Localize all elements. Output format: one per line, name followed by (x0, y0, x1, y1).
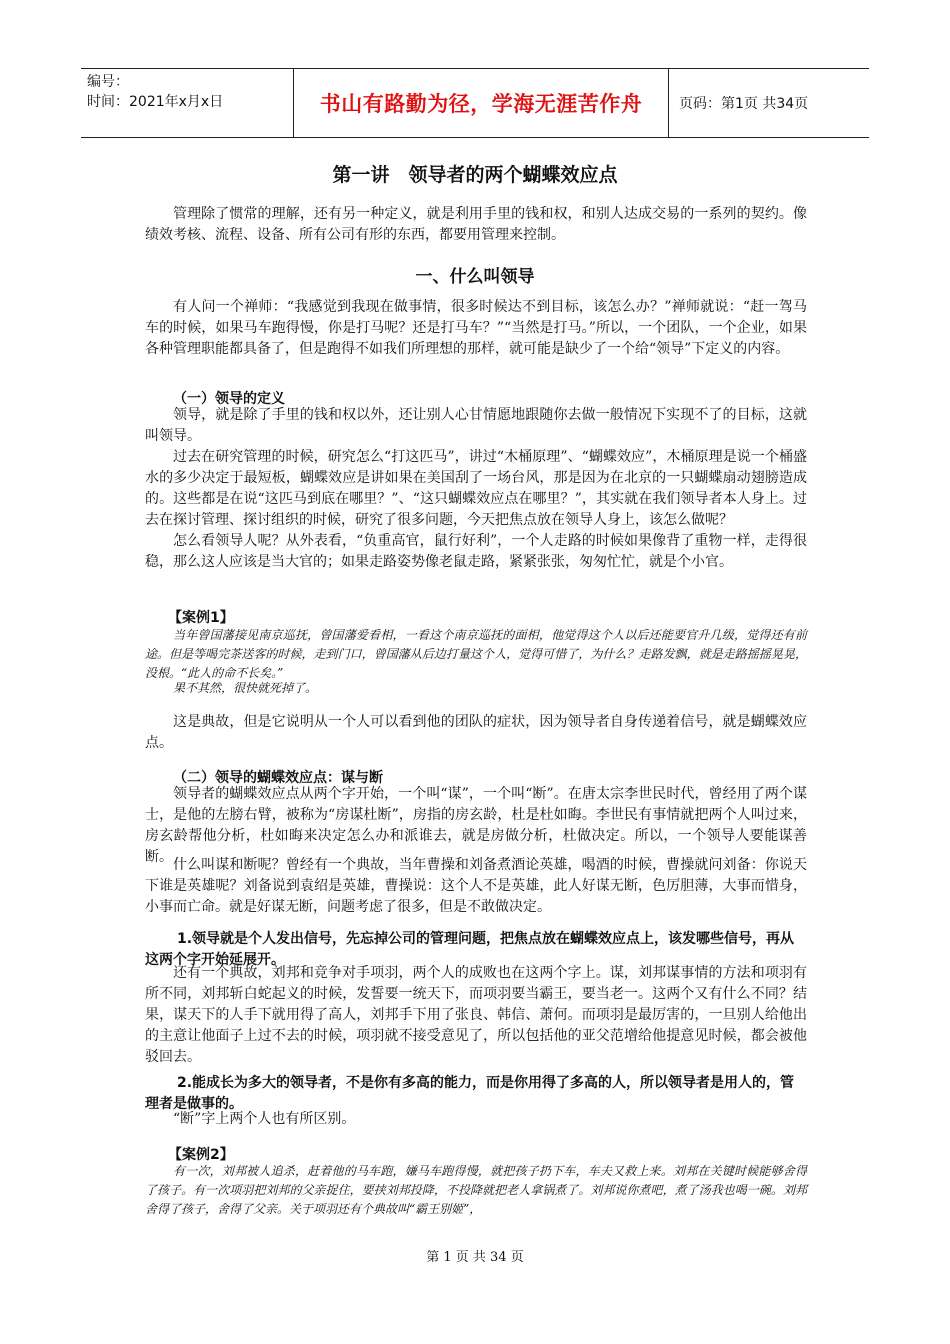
header-motto: 书山有路勤为径，学海无涯苦作舟 (294, 69, 669, 137)
body-paragraph: 怎么看领导人呢？从外表看，“负重高官，鼠行好利”，一个人走路的时候如果像背了重物一样，走得很稳，那么这人应该是当大官的；如果走路姿势像老鼠走路，紧紧张张，匆匆忙忙，就是个小官。 (145, 533, 807, 570)
key-point: 1.领导就是个人发出信号，先忘掉公司的管理问题，把焦点放在蝴蝶效应点上，该发哪些信号，再从这两个字开始延展开。 (145, 931, 795, 968)
header-table (81, 68, 869, 138)
time-label: 时间：2021年x月x日 (87, 94, 224, 110)
subsection-title: （一）领导的定义 (173, 391, 285, 407)
case-paragraph: 当年曾国藩接见南京巡抚，曾国藩爱看相，一看这个南京巡抚的面相，他觉得这个人以后还能要官升几级，觉得还有前途。但是等喝完茶送客的时候，走到门口，曾国藩从后边打量这个人，觉得可惜了，为什么？走路发飘，就是走路摇摇晃晃，没根。“此人的命不长矣。” (145, 628, 807, 680)
case-title: 【案例1】 (168, 610, 234, 626)
body-paragraph: 领导，就是除了手里的钱和权以外，还让别人心甘情愿地跟随你去做一般情况下实现不了的目标，这就叫领导。 (145, 407, 807, 444)
header-meta (81, 69, 294, 137)
subsection-title: （二）领导的蝴蝶效应点：谋与断 (173, 770, 383, 786)
body-paragraph: “断”字上两个人也有所区别。 (173, 1111, 356, 1127)
header-page-info: 页码：第1页 共34页 (679, 96, 809, 112)
intro-paragraph: 管理除了惯常的理解，还有另一种定义，就是利用手里的钱和权，和别人达成交易的一系列的契约。像绩效考核、流程、设备、所有公司有形的东西，都要用管理来控制。 (145, 206, 807, 243)
body-paragraph: 还有一个典故，刘邦和竞争对手项羽，两个人的成败也在这两个字上。谋，刘邦谋事情的方法和项羽有所不同，刘邦斩白蛇起义的时候，发誓要一统天下，而项羽要当霸王，要当老一。这两个又有什么不同？结果，谋天下的人手下就用得了高人，刘邦手下用了张良、韩信、萧何。而项羽是最厉害的，一旦别人给他出的主意让他面子上过不去的时候，项羽就不接受意见了，所以包括他的亚父范增给他提意见时候，都会被他驳回去。 (145, 965, 807, 1065)
page-title: 第一讲 领导者的两个蝴蝶效应点 (332, 164, 618, 186)
body-paragraph: 过去在研究管理的时候，研究怎么“打这匹马”，讲过“木桶原理”、“蝴蝶效应”，木桶原理是说一个桶盛水的多少决定于最短板，蝴蝶效应是讲如果在美国刮了一场台风，那是因为在北京的一只蝴蝶扇动翅膀造成的。这些都是在说“这匹马到底在哪里？”、“这只蝴蝶效应点在哪里？”，其实就在我们领导者本人身上。过去在探讨管理、探讨组织的时候，研究了很多问题，今天把焦点放在领导人身上，该怎么做呢？ (145, 449, 807, 528)
page-footer: 第 1 页 共 34 页 (426, 1250, 524, 1265)
section-title: 一、什么叫领导 (415, 267, 535, 287)
case-paragraph: 果不其然，很快就死掉了。 (173, 681, 318, 695)
body-paragraph: 这是典故，但是它说明从一个人可以看到他的团队的症状，因为领导者自身传递着信号，就是蝴蝶效应点。 (145, 714, 807, 751)
key-point: 2.能成长为多大的领导者，不是你有多高的能力，而是你用得了多高的人，所以领导者是用人的，管理者是做事的。 (145, 1075, 795, 1112)
body-paragraph: 领导者的蝴蝶效应点从两个字开始，一个叫“谋”，一个叫“断”。在唐太宗李世民时代，曾经用了两个谋士，是他的左膀右臂，被称为“房谋杜断”，房指的房玄龄，杜是杜如晦。李世民有事情就把两个人叫过来，房玄龄帮他分析，杜如晦来决定怎么办和派谁去，就是房做分析，杜做决定。所以，一个领导人要能谋善断。 (145, 786, 807, 865)
number-label: 编号： (87, 74, 129, 90)
section-paragraph: 有人问一个禅师：“我感觉到我现在做事情，很多时候达不到目标，该怎么办？”禅师就说：“赶一驾马车的时候，如果马车跑得慢，你是打马呢？还是打马车？”“当然是打马。”所以，一个团队，一个企业，如果各种管理职能都具备了，但是跑得不如我们所理想的那样，就可能是缺少了一个给“领导”下定义的内容。 (145, 299, 807, 357)
body-paragraph: 什么叫谋和断呢？曾经有一个典故，当年曹操和刘备煮酒论英雄，喝酒的时候，曹操就问刘备：你说天下谁是英雄呢？刘备说到袁绍是英雄，曹操说：这个人不是英雄，此人好谋无断，色厉胆薄，大事而惜身，小事而亡命。就是好谋无断，问题考虑了很多，但是不敢做决定。 (145, 857, 807, 915)
case-paragraph: 有一次，刘邦被人追杀，赶着他的马车跑，嫌马车跑得慢，就把孩子扔下车，车夫又救上来。刘邦在关键时候能够舍得了孩子。有一次项羽把刘邦的父亲捉住，要挟刘邦投降，不投降就把老人拿锅煮了。刘邦说你煮吧，煮了汤我也喝一碗。刘邦舍得了孩子，舍得了父亲。关于项羽还有个典故叫“霸王别姬”， (145, 1164, 807, 1216)
case-title: 【案例2】 (168, 1147, 234, 1163)
